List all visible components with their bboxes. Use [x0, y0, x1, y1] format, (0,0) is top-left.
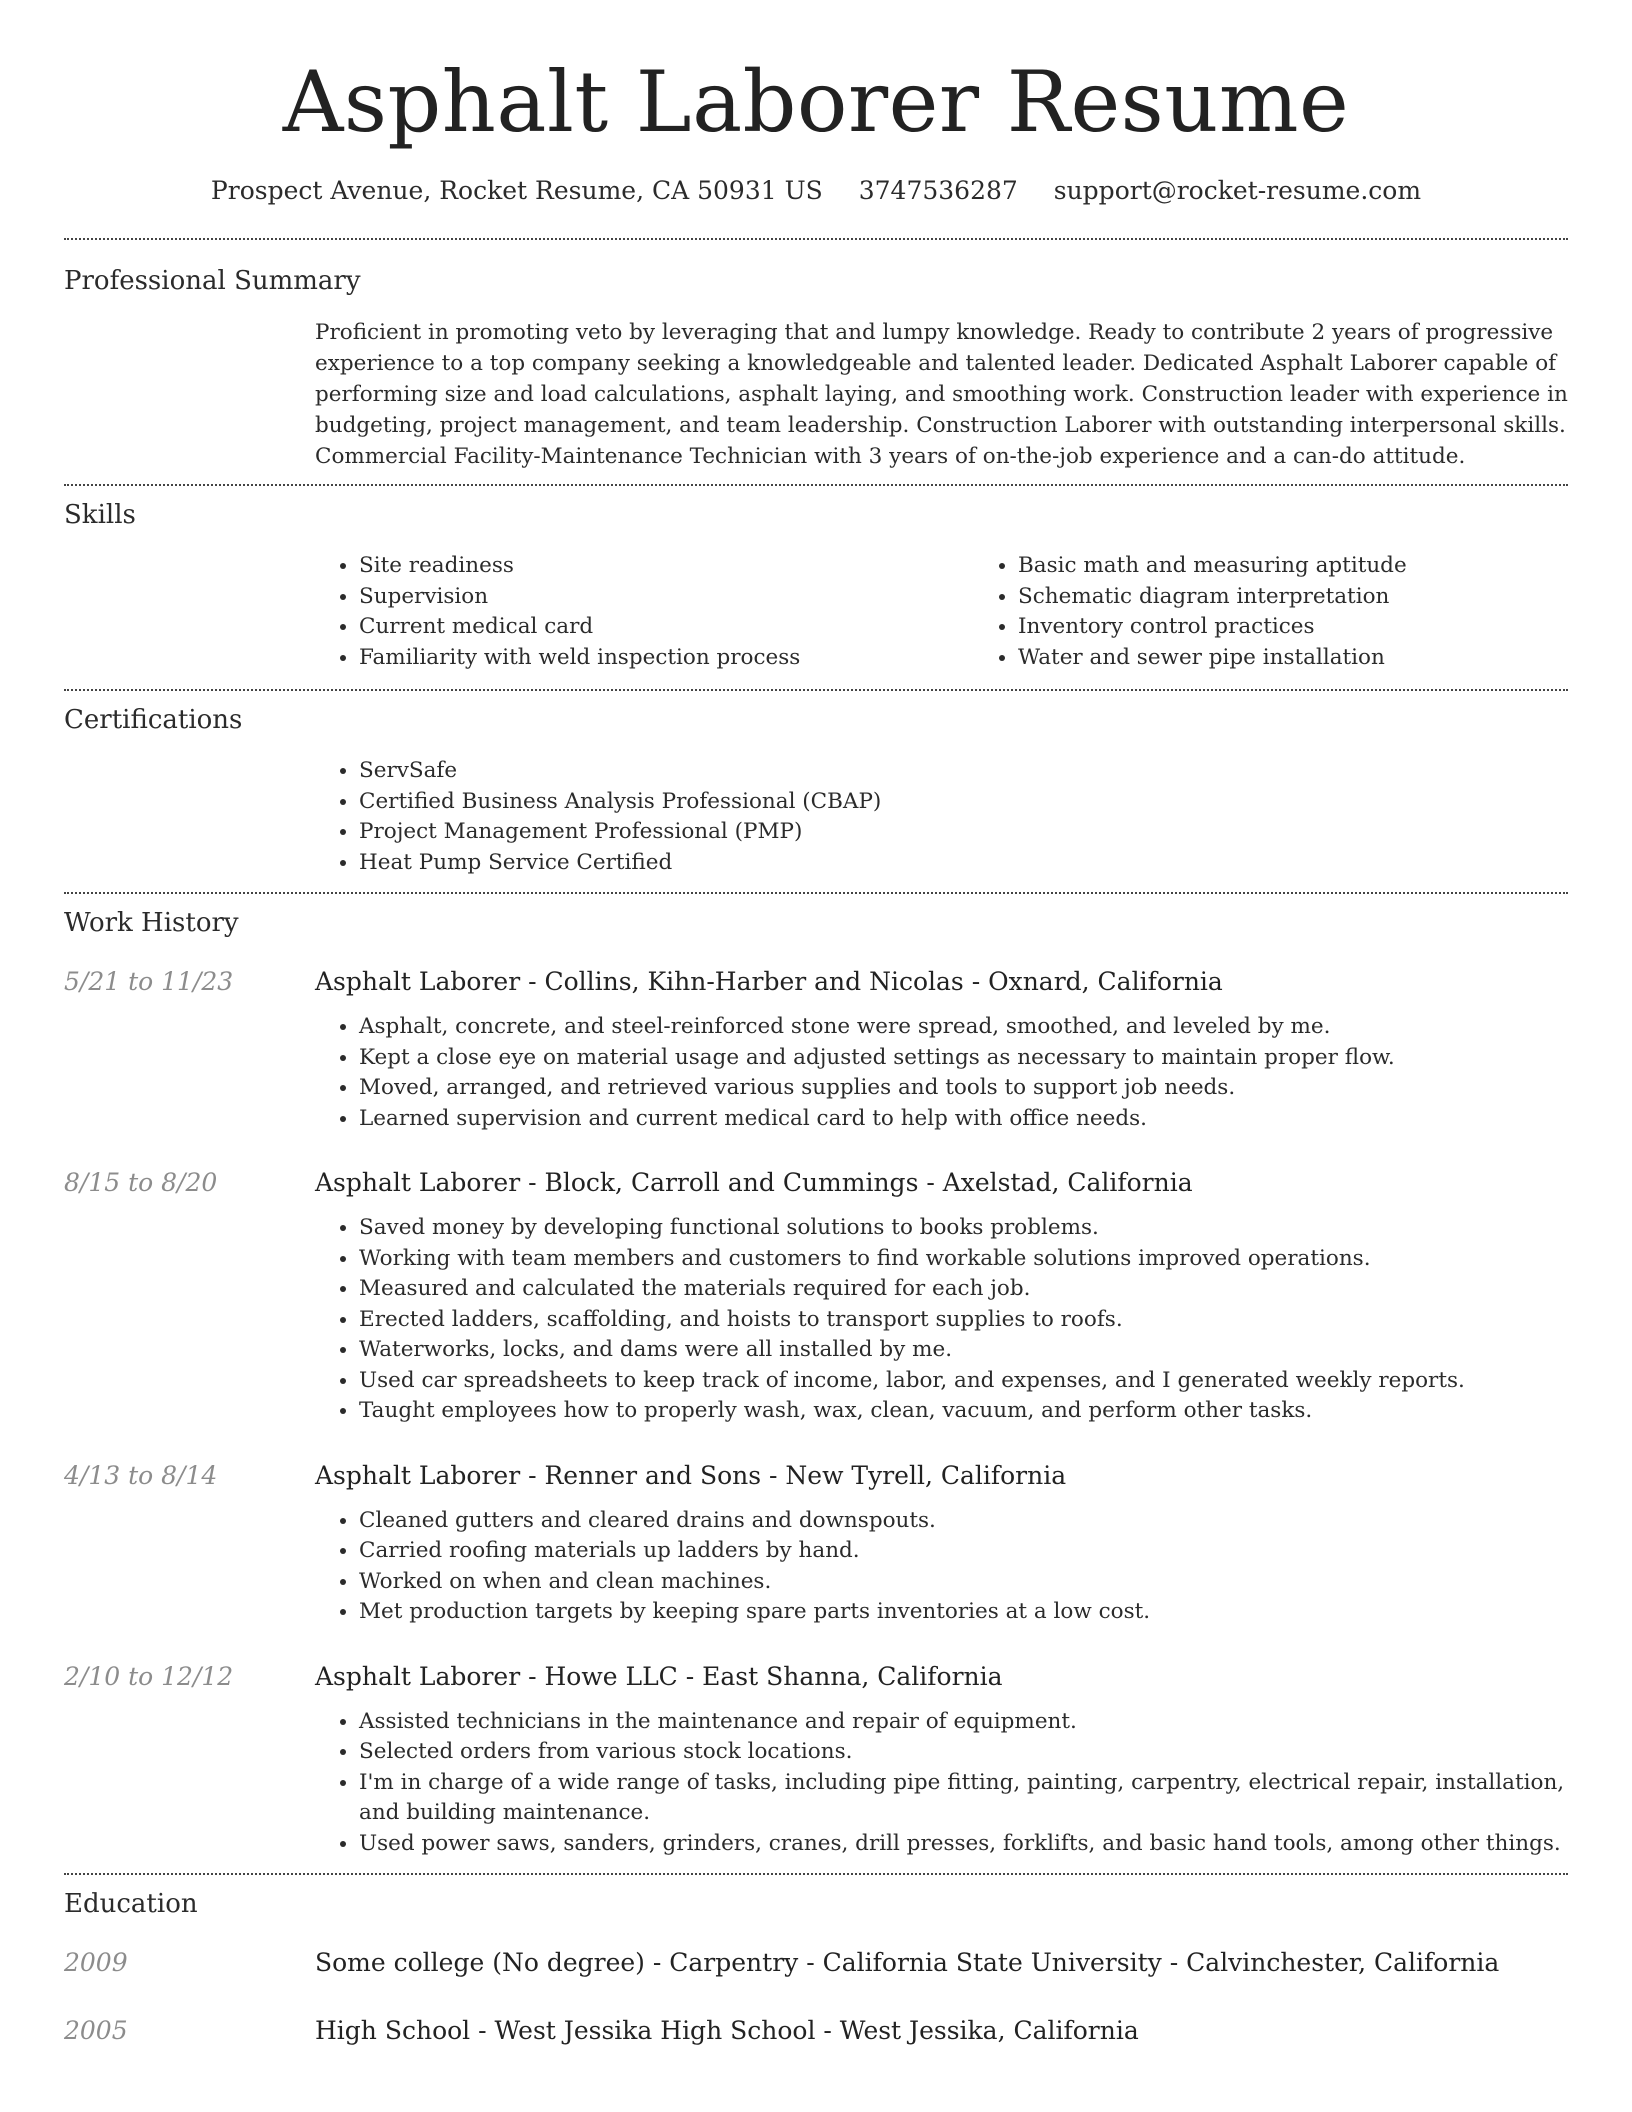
list-item: • Heat Pump Service Certified — [359, 848, 1568, 879]
list-item: • Asphalt, concrete, and steel-reinforced stone were spread, smoothed, and leveled by me. — [359, 1012, 1568, 1043]
work-history-section — [64, 894, 1568, 1859]
list-item: • Project Management Professional (PMP) — [359, 817, 1568, 848]
job-title: Asphalt Laborer - Renner and Sons - New Tyrell, California — [315, 1460, 1067, 1490]
job-title: Asphalt Laborer - Block, Carroll and Cummings - Axelstad, California — [315, 1168, 1193, 1197]
certifications-list — [315, 756, 1568, 878]
job-bullets — [315, 1707, 1568, 1860]
skills-list-right — [974, 551, 1632, 673]
list-item: • Assisted technicians in the maintenance and repair of equipment. — [359, 1707, 1568, 1738]
job-dates: 5/21 to 11/23 — [64, 967, 234, 996]
list-item: • Carried roofing materials up ladders by hand. — [359, 1536, 1568, 1567]
education-entry — [64, 1946, 1568, 1980]
job-entry — [64, 1459, 1568, 1628]
contact-address: Prospect Avenue, Rocket Resume, CA 50931 US — [210, 176, 823, 205]
job-entry — [64, 1660, 1568, 1860]
contact-phone: 3747536287 — [858, 176, 1018, 205]
list-item: • Supervision — [359, 582, 974, 613]
certifications-heading: Certifications — [64, 705, 243, 735]
list-item: • Erected ladders, scaffolding, and hoists to transport supplies to roofs. — [359, 1305, 1568, 1336]
skills-section — [64, 486, 1568, 673]
job-title: Asphalt Laborer - Collins, Kihn-Harber and Nicolas - Oxnard, California — [315, 967, 1223, 996]
certifications-section — [64, 691, 1568, 878]
education-entry — [64, 2014, 1568, 2048]
list-item: • Familiarity with weld inspection process — [359, 643, 974, 674]
list-item: • I'm in charge of a wide range of tasks, including pipe fitting, painting, carpentry, electrical repair, installation, and building maintenance. — [359, 1768, 1568, 1829]
page-title: Asphalt Laborer Resume — [282, 53, 1350, 151]
list-item: • Waterworks, locks, and dams were all installed by me. — [359, 1335, 1568, 1366]
education-heading: Education — [64, 1889, 198, 1919]
contact-email: support@rocket-resume.com — [1053, 176, 1422, 205]
education-year: 2005 — [64, 2016, 128, 2045]
summary-text: Proficient in promoting veto by leveraging that and lumpy knowledge. Ready to contribute 2 years of progressive experience to a top company seeking a knowledgeable and talented leader. Dedicated Asphalt Laborer capable of performing size and load calculations, asphalt laying, and smoothing work. Construction leader with experience in budgeting, project management, and team leadership. Construction Laborer with outstanding interpersonal skills. Commercial Facility-Maintenance Technician with 3 years of on-the-job experience and a can-do attitude. — [315, 320, 1568, 469]
job-dates: 4/13 to 8/14 — [64, 1460, 218, 1490]
job-title: Asphalt Laborer - Howe LLC - East Shanna, California — [315, 1661, 1003, 1691]
work-history-heading: Work History — [64, 908, 239, 938]
job-entry — [64, 1166, 1568, 1427]
list-item: • Inventory control practices — [1018, 612, 1632, 643]
education-year: 2009 — [64, 1948, 128, 1977]
list-item: • Water and sewer pipe installation — [1018, 643, 1632, 674]
list-item: • Measured and calculated the materials required for each job. — [359, 1274, 1568, 1305]
list-item: • Used car spreadsheets to keep track of income, labor, and expenses, and I generated weekly reports. — [359, 1366, 1568, 1397]
summary-heading: Professional Summary — [64, 266, 361, 296]
education-title: High School - West Jessika High School - West Jessika, California — [315, 2016, 1139, 2045]
list-item: • Schematic diagram interpretation — [1018, 582, 1632, 613]
list-item: • Site readiness — [359, 551, 974, 582]
job-entry — [64, 965, 1568, 1134]
list-item: • Current medical card — [359, 612, 974, 643]
list-item: • Moved, arranged, and retrieved various supplies and tools to support job needs. — [359, 1073, 1568, 1104]
list-item: • Selected orders from various stock locations. — [359, 1737, 1568, 1768]
job-dates: 2/10 to 12/12 — [64, 1661, 234, 1691]
job-bullets — [315, 1213, 1568, 1427]
list-item: • Used power saws, sanders, grinders, cranes, drill presses, forklifts, and basic hand tools, among other things. — [359, 1829, 1568, 1860]
list-item: • Cleaned gutters and cleared drains and downspouts. — [359, 1506, 1568, 1537]
list-item: • Kept a close eye on material usage and adjusted settings as necessary to maintain proper flow. — [359, 1043, 1568, 1074]
list-item: • Taught employees how to properly wash, wax, clean, vacuum, and perform other tasks. — [359, 1396, 1568, 1427]
list-item: • Saved money by developing functional solutions to books problems. — [359, 1213, 1568, 1244]
list-item: • Basic math and measuring aptitude — [1018, 551, 1632, 582]
job-dates: 8/15 to 8/20 — [64, 1168, 218, 1197]
job-bullets — [315, 1012, 1568, 1134]
list-item: • Working with team members and customers to find workable solutions improved operations. — [359, 1244, 1568, 1275]
list-item: • Certified Business Analysis Professional (CBAP) — [359, 787, 1568, 818]
list-item: • Met production targets by keeping spare parts inventories at a low cost. — [359, 1597, 1568, 1628]
contact-line — [64, 174, 1568, 208]
list-item: • ServSafe — [359, 756, 1568, 787]
list-item: • Learned supervision and current medical card to help with office needs. — [359, 1104, 1568, 1135]
job-bullets — [315, 1506, 1568, 1628]
list-item: • Worked on when and clean machines. — [359, 1567, 1568, 1598]
education-title: Some college (No degree) - Carpentry - California State University - Calvinchester, California — [315, 1948, 1500, 1977]
skills-list-left — [315, 551, 974, 673]
education-section — [64, 1875, 1568, 2048]
skills-heading: Skills — [64, 500, 136, 530]
